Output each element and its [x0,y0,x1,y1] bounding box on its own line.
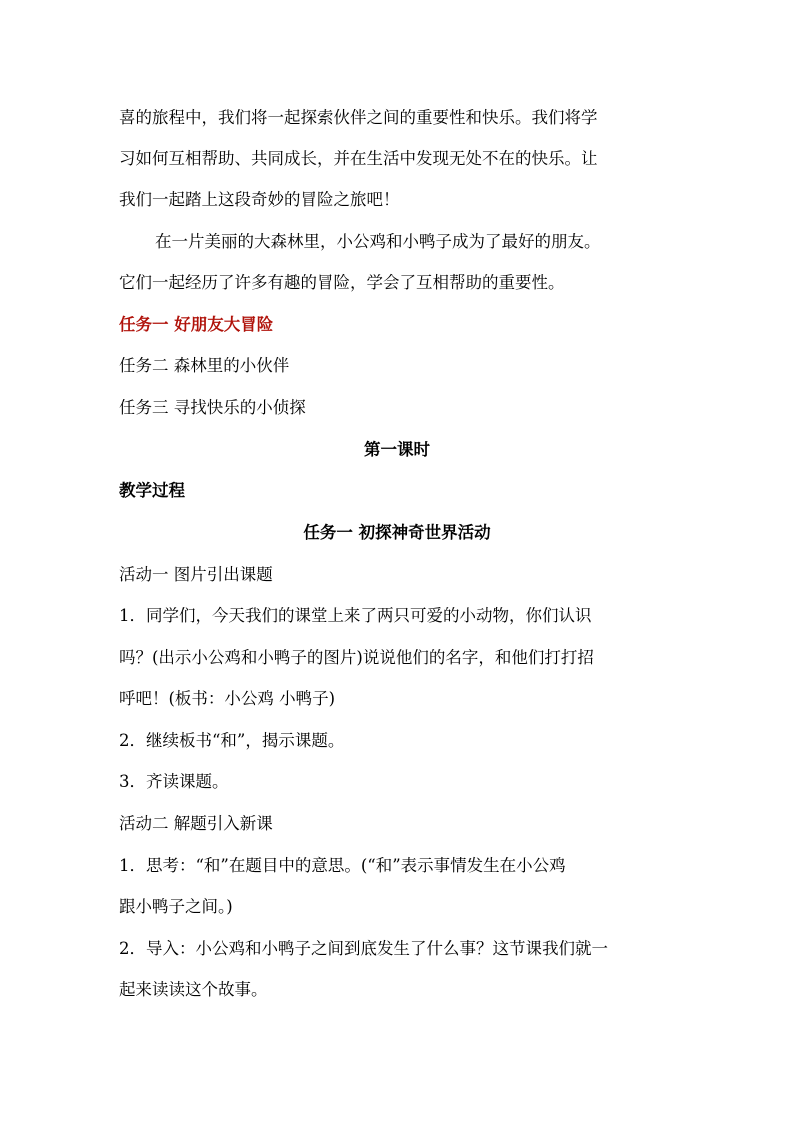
activity-one-title: 活动一 图片引出课题 [119,565,273,584]
activity-one-item-line: 1．同学们，今天我们的课堂上来了两只可爱的小动物，你们认识 [119,606,592,625]
activity-one-item-line: 3．齐读课题。 [119,772,229,791]
story-line-1: 在一片美丽的大森林里，小公鸡和小鸭子成为了最好的朋友。 [155,232,601,251]
task-two: 任务二 森林里的小伙伴 [119,356,290,375]
task-heading: 任务一 初探神奇世界活动 [303,523,491,542]
story-line-2: 它们一起经历了许多有趣的冒险，学会了互相帮助的重要性。 [119,273,565,292]
activity-two-item-line: 跟小鸭子之间。) [119,897,233,916]
task-one-highlight: 任务一 好朋友大冒险 [119,315,274,334]
activity-two-item-line: 起来读读这个故事。 [119,980,268,999]
intro-line-3: 我们一起踏上这段奇妙的冒险之旅吧！ [119,190,400,209]
activity-one-item-line: 呼吧！(板书：小公鸡 小鸭子) [119,689,336,708]
task-three: 任务三 寻找快乐的小侦探 [119,398,306,417]
activity-one-item-line: 吗？(出示小公鸡和小鸭子的图片)说说他们的名字，和他们打打招 [119,648,594,667]
process-heading: 教学过程 [119,481,185,500]
intro-line-2: 习如何互相帮助、共同成长，并在生活中发现无处不在的快乐。让 [119,149,598,168]
activity-two-title: 活动二 解题引入新课 [119,814,273,833]
activity-two-item-line: 1．思考：“和”在题目中的意思。(“和”表示事情发生在小公鸡 [119,856,566,875]
intro-line-1: 喜的旅程中，我们将一起探索伙伴之间的重要性和快乐。我们将学 [119,108,598,127]
lesson-heading: 第一课时 [364,440,430,459]
activity-one-item-line: 2．继续板书“和”，揭示课题。 [119,731,345,750]
activity-two-item-line: 2．导入：小公鸡和小鸭子之间到底发生了什么事？这节课我们就一 [119,939,608,958]
